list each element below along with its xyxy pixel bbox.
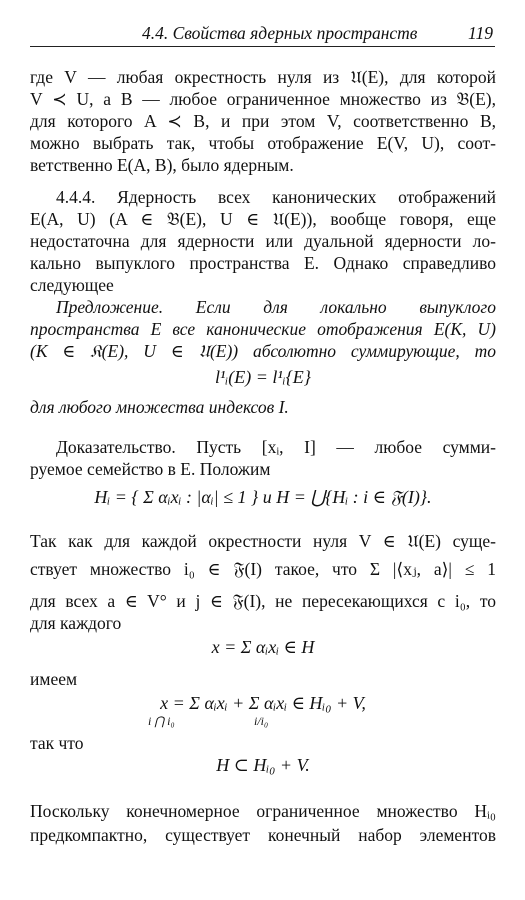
equation-main: l¹ᵢ(E) = l¹ᵢ{E} xyxy=(214,367,311,387)
text-line: E(A, U) (A ∈ 𝔅(E), U ∈ 𝔘(E)), вообще говоря, еще xyxy=(30,209,496,229)
equation-sum xyxy=(30,690,496,716)
page-number: 119 xyxy=(468,23,493,43)
equation-sum-text: x = Σ αᵢxᵢ + Σ αᵢxᵢ ∈ Hᵢ₀ + V, xyxy=(160,693,366,713)
equation-sum-subscript: i/i₀ xyxy=(254,714,269,728)
equation-sum-subscript: i ⋂ i₀ xyxy=(148,714,175,728)
equation-inclusion: H ⊂ Hᵢ₀ + V. xyxy=(216,755,310,775)
text-line: для которого A ≺ B, и при этом V, соответственно B, xyxy=(30,111,496,131)
section-heading-line: 4.4.4. Ядерность всех канонических отображений xyxy=(56,187,496,207)
proof-line: Доказательство. Пусть [xᵢ, I] — любое сумми- xyxy=(56,437,496,457)
proof-line: руемое семейство в E. Положим xyxy=(30,459,271,479)
text-line: для каждого xyxy=(30,613,122,633)
text-line: недостаточна для ядерности или дуальной ядерности ло- xyxy=(30,231,496,251)
text-line: имеем xyxy=(30,669,78,689)
text-line: V ≺ U, а B — любое ограниченное множество из 𝔅(E), xyxy=(30,89,496,109)
text-line: можно выбрать так, чтобы отображение E(V, U), соот- xyxy=(30,133,496,153)
text-line: ствует множество i₀ ∈ 𝔉(I) такое, что Σ |⟨xⱼ, a⟩| ≤ 1 xyxy=(30,559,496,579)
text-line: Поскольку конечномерное ограниченное множество Hᵢ₀ xyxy=(30,801,496,821)
text-line: так что xyxy=(30,733,84,753)
text-line: ветственно E(A, B), было ядерным. xyxy=(30,155,294,175)
header-title: 4.4. Свойства ядерных пространств xyxy=(142,23,418,43)
equation-x: x = Σ αᵢxᵢ ∈ H xyxy=(211,637,315,657)
equation-H: Hᵢ = { Σ αᵢxᵢ : |αᵢ| ≤ 1 } и H = ⋃{Hᵢ : i ∈ 𝔉(I)}. xyxy=(94,487,432,507)
proposition-end: для любого множества индексов I. xyxy=(30,397,289,417)
proposition-line: (K ∈ 𝔎(E), U ∈ 𝔘(E)) абсолютно суммирующие, то xyxy=(30,341,496,361)
running-header xyxy=(30,20,495,47)
text-line: где V — любая окрестность нуля из 𝔘(E), для которой xyxy=(30,67,496,87)
text-line: следующее xyxy=(30,275,114,295)
text-line: Так как для каждой окрестности нуля V ∈ 𝔘(E) суще- xyxy=(30,531,496,551)
text-line: кально выпуклого пространства E. Однако справедливо xyxy=(30,253,496,273)
text-line: предкомпактно, существует конечный набор элементов xyxy=(30,825,496,845)
text-line: для всех a ∈ V° и j ∈ 𝔉(I), не пересекающихся с i₀, то xyxy=(30,591,496,611)
proposition-line: Предложение. Если для локально выпуклого xyxy=(56,297,496,317)
proposition-line: пространства E все канонические отображения E(K, U) xyxy=(30,319,496,339)
